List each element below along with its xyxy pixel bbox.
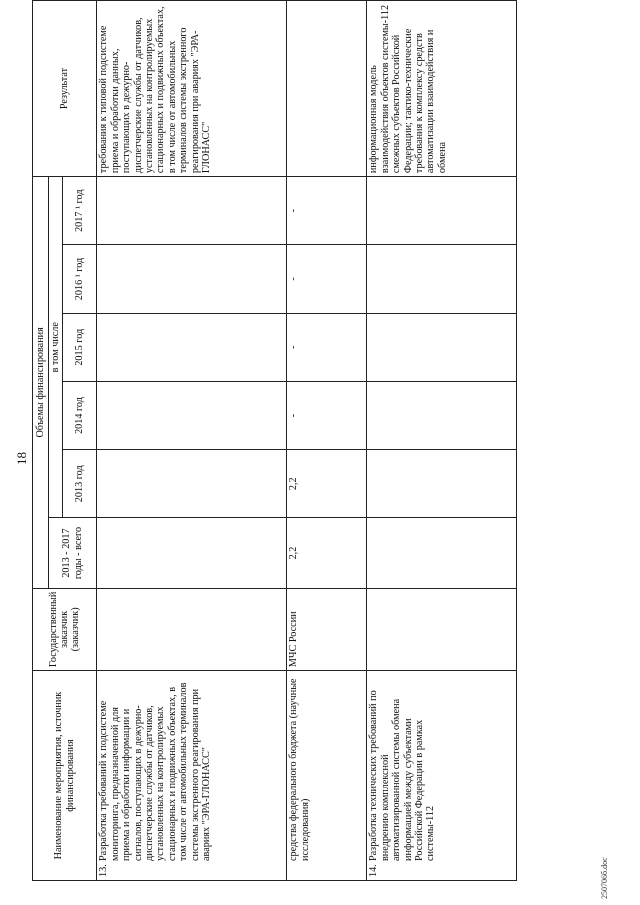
page-number: 18 [14, 452, 29, 465]
row-14-name-cell [367, 671, 517, 881]
header-in-that-number: в том числе [49, 177, 63, 518]
row-number: 13. [98, 864, 110, 877]
customer-value: МЧС России [287, 588, 367, 670]
header-year-2017: 2017 ¹ год [63, 177, 97, 245]
table-row [287, 1, 367, 881]
header-year-2015: 2015 год [63, 313, 97, 381]
funding-source: средства федерального бюджета (научные исследования) [288, 678, 311, 861]
header-result: Результат [33, 1, 97, 177]
header-customer: Государственный заказчик (заказчик) [33, 588, 97, 670]
row-result: требования к типовой подсистеме приема и обработки данных, поступающих в дежурно-диспетчерские службы от датчиков, установленных на контролируемых стационарных и подвижных объектах, в том числе от автомобильных терминалов системы экстренного реагирования при авариях "ЭРА-ГЛОНАСС" [97, 1, 287, 177]
header-total: 2013 - 2017 годы - всего [49, 518, 97, 588]
row-13-name-cell [97, 671, 287, 881]
table-row [97, 1, 287, 881]
row-result: информационная модель взаимодействия объектов системы-112 смежных субъектов Российской Федерации; тактико-технические требования к комплексу средств автоматизации взаимодействия и обмена [367, 1, 517, 177]
header-funding: Объемы финансирования [33, 177, 49, 589]
year-2014-value: - [287, 381, 367, 449]
year-2015-value: - [287, 313, 367, 381]
header-year-2013: 2013 год [63, 450, 97, 518]
year-2013-value: 2,2 [287, 450, 367, 518]
header-name: Наименование мероприятия, источник финансирования [33, 671, 97, 881]
table-row [367, 1, 517, 881]
year-2017-value: - [287, 177, 367, 245]
header-year-2014: 2014 год [63, 381, 97, 449]
year-2016-value: - [287, 245, 367, 313]
funding-table [32, 0, 517, 881]
funding-source-cell [287, 671, 367, 881]
header-year-2016: 2016 ¹ год [63, 245, 97, 313]
total-value: 2,2 [287, 518, 367, 588]
row-name: Разработка технических требований по внедрению комплексной автоматизированной системы обмена информацией между субъектами Российской Федерации в рамках системы-112 [368, 690, 437, 861]
row-number: 14. [368, 864, 380, 877]
footer-filename: 250706б.doc [600, 857, 609, 899]
row-name: Разработка требований к подсистеме мониторинга, предназначенной для приема и обработки информации и сигналов, поступающих в дежурно-диспетчерские службы от датчиков, установленных на контролируемых стационарных и подвижных объектах, в том числе от автомобильных терминалов системы экстренного реагирования при авариях "ЭРА-ГЛОНАСС" [98, 682, 213, 861]
